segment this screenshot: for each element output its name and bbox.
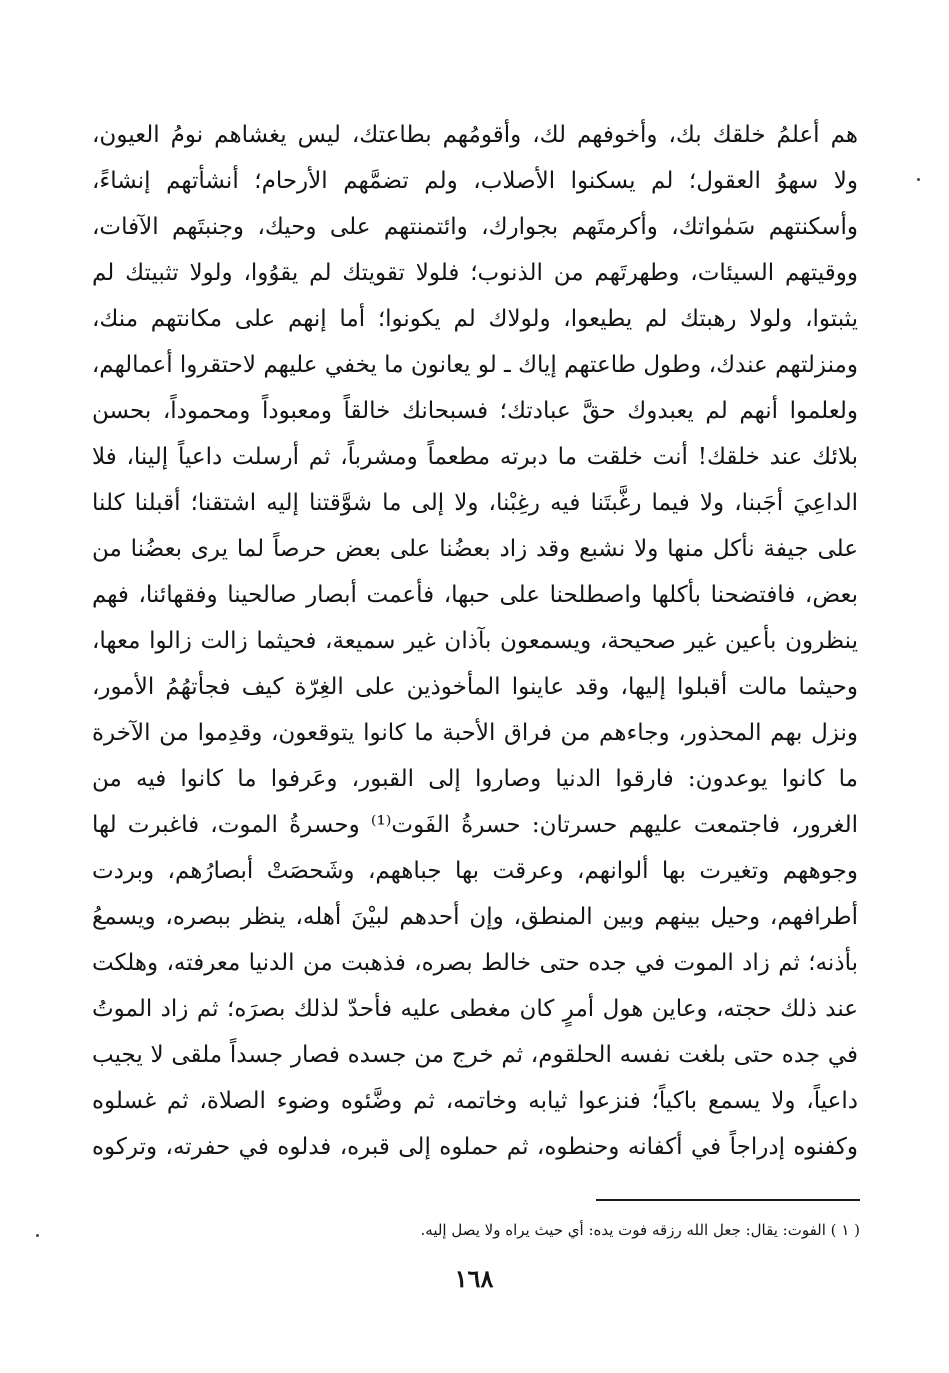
text-line: وجوههم وتغيرت بها ألوانهم، وعرقت بها جباههم، وشَحصَتْ أبصارُهم، وبردت (92, 858, 858, 884)
text-line: ونزل بهم المحذور، وجاءهم من فراق الأحبة ما كانوا يتوقعون، وقدِموا من الآخرة (92, 720, 858, 746)
text-line: في جده حتى بلغت نفسه الحلقوم، ثم خرج من جسده فصار جسداً ملقى لا يجيب (92, 1042, 858, 1068)
text-line: ما كانوا يوعدون: فارقوا الدنيا وصاروا إلى القبور، وعَرفوا ما كانوا فيه من (92, 766, 858, 792)
text-line: بعض، فافتضحنا بأكلها واصطلحنا على حبها، فأعمت أبصار صالحينا وفقهائنا، فهم (92, 582, 858, 608)
text-line: بلائك عند خلقك! أنت خلقت ما دبرته مطعماً ومشرباً، ثم أرسلت داعياً إلينا، فلا (92, 444, 858, 470)
scan-speck (36, 1234, 39, 1237)
text-line: ووقيتهم السيئات، وطهرتَهم من الذنوب؛ فلولا تقويتك لم يقوُوا، ولولا تثبيتك لم (92, 260, 858, 286)
text-line: ينظرون بأعين غير صحيحة، ويسمعون بآذان غير سميعة، فحيثما زالت زالوا معها، (92, 628, 858, 654)
main-text (92, 112, 858, 1170)
text-line: الغرور، فاجتمعت عليهم حسرتان: حسرةُ الفَوت⁽¹⁾ وحسرةُ الموت، فاغبرت لها (92, 812, 858, 838)
text-line: أطرافهم، وحيل بينهم وبين المنطق، وإن أحدهم لبيْنَ أهله، ينظر ببصره، ويسمعُ (92, 904, 858, 930)
scan-speck (917, 178, 920, 181)
text-line: هم أعلمُ خلقك بك، وأخوفهم لك، وأقومُهم بطاعتك، ليس يغشاهم نومُ العيون، (92, 122, 858, 148)
text-line: ولا سهوُ العقول؛ لم يسكنوا الأصلاب، ولم تضمَّهم الأرحام؛ أنشأتهم إنشاءً، (92, 168, 858, 194)
text-line: على جيفة نأكل منها ولا نشبع وقد زاد بعضُنا على بعض حرصاً لما يرى بعضُنا من (92, 536, 858, 562)
text-line: ومنزلتهم عندك، وطول طاعتهم إياك ـ لو يعانون ما يخفي عليهم لاحتقروا أعمالهم، (92, 352, 858, 378)
text-line: يثبتوا، ولولا رهبتك لم يطيعوا، ولولاك لم يكونوا؛ أما إنهم على مكانتهم منك، (92, 306, 858, 332)
page-number: ١٦٨ (454, 1264, 494, 1293)
text-line: الداعِيَ أجَبنا، ولا فيما رغَّبتَنا فيه رغِبْنا، ولا إلى ما شوَّقتنا إليه اشتقنا؛ أقبلنا كلنا (92, 490, 858, 516)
footnote: ( ١ ) الفوت: يقال: جعل الله رزقه فوت يده: أي حيث يراه ولا يصل إليه. (420, 1221, 860, 1239)
text-line: ولعلموا أنهم لم يعبدوك حقَّ عبادتك؛ فسبحانك خالقاً ومعبوداً ومحموداً، بحسن (92, 398, 858, 424)
text-line: وكفنوه إدراجاً في أكفانه وحنطوه، ثم حملوه إلى قبره، فدلوه في حفرته، وتركوه (92, 1134, 858, 1160)
text-line: داعياً، ولا يسمع باكياً؛ فنزعوا ثيابه وخاتمه، ثم وضَّئوه وضوء الصلاة، ثم غسلوه (92, 1088, 858, 1114)
text-line: وحيثما مالت أقبلوا إليها، وقد عاينوا المأخوذين على الغِرّة كيف فجأتهُمُ الأمور، (92, 674, 858, 700)
text-line: بأذنه؛ ثم زاد الموت في جده حتى خالط بصره، فذهبت من الدنيا معرفته، وهلكت (92, 950, 858, 976)
text-line: عند ذلك حجته، وعاين هول أمرٍ كان مغطى عليه فأحدّ لذلك بصرَه؛ ثم زاد الموتُ (92, 996, 858, 1022)
text-line: وأسكنتهم سَمٰواتك، وأكرمتَهم بجوارك، وائتمنتهم على وحيك، وجنبتَهم الآفات، (92, 214, 858, 240)
footnote-divider (596, 1199, 860, 1201)
